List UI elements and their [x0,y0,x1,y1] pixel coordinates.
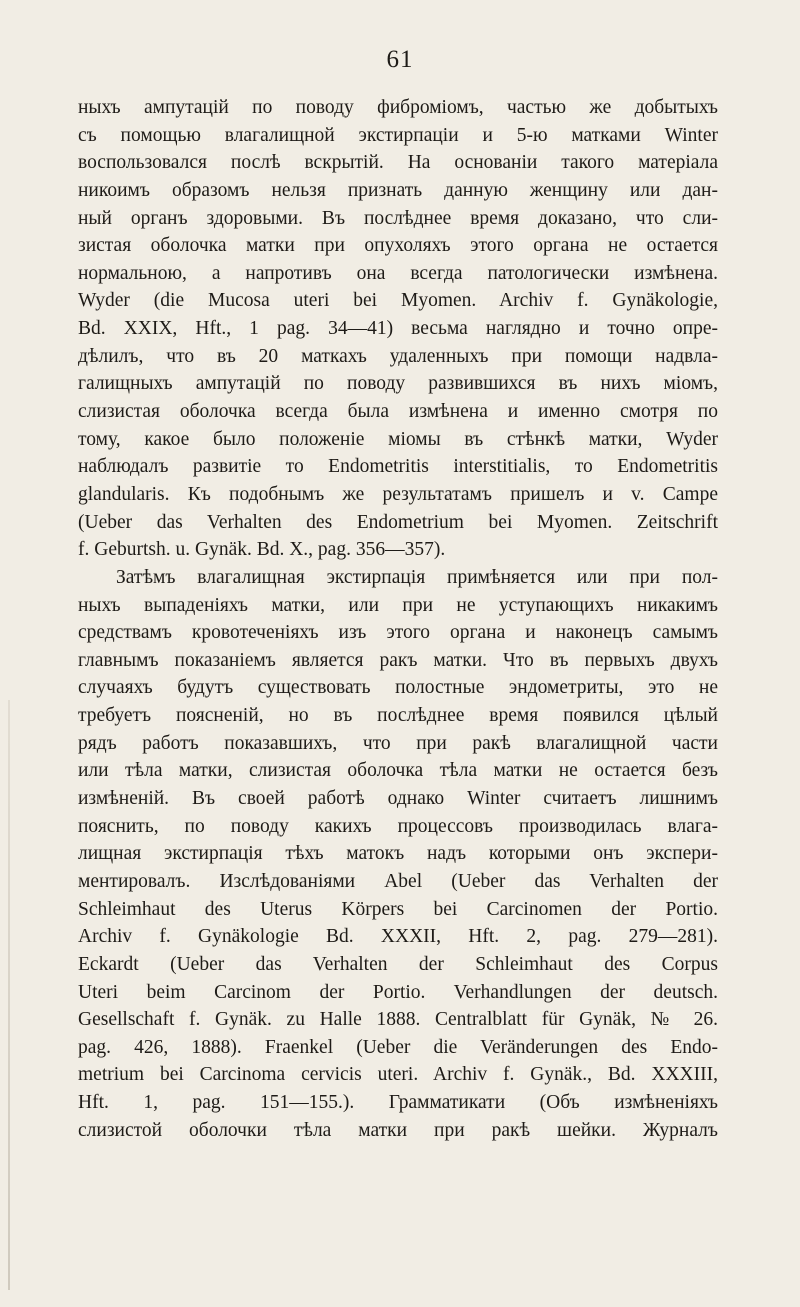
text-line: Wyder (die Mucosa uteri bei Myomen. Archiv f. Gynäkologie, [78,290,718,312]
text-line: f. Geburtsh. u. Gynäk. Bd. X., pag. 356—357). [78,539,446,561]
text-line: (Ueber das Verhalten des Endometrium bei Myomen. Zeitschrift [78,511,718,533]
text-line: Bd. XXIX, Hft., 1 pag. 34—41) весьма наглядно и точно опре- [78,318,718,340]
text-line: тому, какое было положеніе міомы въ стѣнкѣ матки, Wyder [78,428,718,450]
text-line: галищныхъ ампутацій по поводу развившихся въ нихъ міомъ, [78,373,718,395]
text-line: ментировалъ. Изслѣдованіями Abel (Ueber das Verhalten der [78,870,718,892]
text-line: Archiv f. Gynäkologie Bd. XXXII, Hft. 2, pag. 279—281). [78,926,718,948]
text-line: нормальною, а напротивъ она всегда патологически измѣнена. [78,262,718,284]
text-line: никоимъ образомъ нельзя признать данную женщину или дан- [78,179,718,201]
text-line: случаяхъ будутъ существовать полостные эндометриты, это не [78,677,718,699]
text-line: Hft. 1, pag. 151—155.). Грамматикати (Объ измѣненіяхъ [78,1092,718,1114]
text-line: pag. 426, 1888). Fraenkel (Ueber die Veränderungen des Endo- [78,1036,718,1058]
text-line: Eckardt (Ueber das Verhalten der Schleimhaut des Corpus [78,953,718,975]
text-line: измѣненій. Въ своей работѣ однако Winter считаетъ лишнимъ [78,788,718,810]
text-line: воспользовался послѣ вскрытій. На основаніи такого матеріала [78,152,718,174]
text-line: зистая оболочка матки при опухоляхъ этого органа не остается [78,235,718,257]
text-line: требуетъ поясненій, но въ послѣднее время появился цѣлый [78,705,718,727]
body-text [78,94,718,1144]
text-line: ныхъ ампутацій по поводу фиброміомъ, частью же добытыхъ [78,97,718,118]
page-number: 61 [386,46,414,73]
text-line: рядъ работъ показавшихъ, что при ракѣ влагалищной части [78,732,718,754]
text-line: средствамъ кровотеченіяхъ изъ этого органа и наконецъ самымъ [78,622,718,644]
page-edge-shadow [8,700,10,1290]
text-line: слизистой оболочки тѣла матки при ракѣ шейки. Журналъ [78,1119,718,1141]
text-line: ный органъ здоровыми. Въ послѣднее время доказано, что сли- [78,207,718,229]
text-line: ныхъ выпаденіяхъ матки, или при не уступающихъ никакимъ [78,594,718,616]
text-line: metrium bei Carcinoma cervicis uteri. Archiv f. Gynäk., Bd. XXXIII, [78,1064,718,1086]
text-line: Gesellschaft f. Gynäk. zu Halle 1888. Centralblatt für Gynäk, № 26. [78,1009,718,1031]
text-line: лищная экстирпація тѣхъ матокъ надъ которыми онъ экспери- [78,843,718,865]
text-line: или тѣла матки, слизистая оболочка тѣла матки не остается безъ [78,760,718,782]
text-line: слизистая оболочка всегда была измѣнена и именно смотря по [78,401,718,423]
text-line: съ помощью влагалищной экстирпаціи и 5-ю матками Winter [78,124,718,146]
text-line: Schleimhaut des Uterus Körpers bei Carcinomen der Portio. [78,898,718,920]
text-line: главнымъ показаніемъ является ракъ матки. Что въ первыхъ двухъ [78,649,718,671]
text-line: Затѣмъ влагалищная экстирпація примѣняется или при пол- [116,566,718,588]
text-line: дѣлилъ, что въ 20 маткахъ удаленныхъ при помощи надвла- [78,345,718,367]
text-line: наблюдалъ развитіе то Endometritis interstitialis, то Endometritis [78,456,718,478]
text-line: пояснить, по поводу какихъ процессовъ производилась влага- [78,815,718,837]
text-line: glandularis. Къ подобнымъ же результатамъ пришелъ и v. Campe [78,483,718,505]
text-line: Uteri beim Carcinom der Portio. Verhandlungen der deutsch. [78,981,718,1003]
